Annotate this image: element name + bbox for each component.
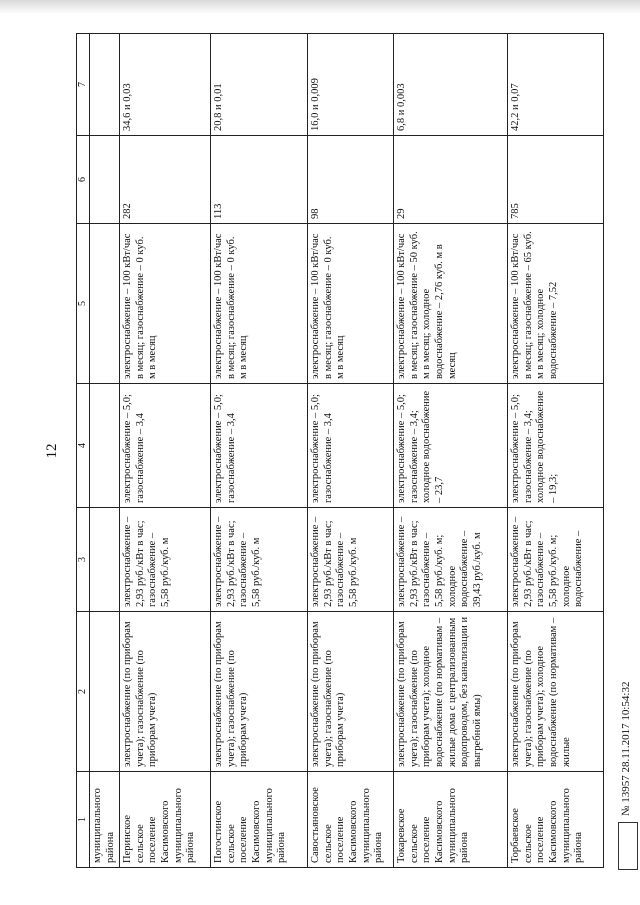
cell-settlement: Перинское сельское поселение Касимовского муниципального района (120, 772, 211, 868)
cell-settlement: Торбаевское сельское поселение Касимовского муниципального района (508, 772, 604, 868)
table-row (508, 34, 604, 868)
cell-growth: электроснабжение – 5,0; газоснабжение – 3,4 (308, 384, 394, 508)
cell-volume: электроснабжение – 100 кВт/час в месяц; газоснабжение – 0 куб. м в месяц (211, 224, 308, 384)
cell-services: электроснабжение (по приборам учета); газоснабжение (по приборам учета); холодное водоснабжение (по нормативам – жилые дома с централизованным водопроводом, без канализации и выгребной ямы) (394, 612, 508, 772)
tariff-table (76, 33, 604, 868)
footer (612, 20, 640, 882)
cell-share: 20,8 и 0,01 (211, 34, 308, 136)
header-col-2: 2 (77, 612, 90, 772)
continuation-cell: муниципального района (90, 772, 120, 868)
scan-edge (0, 0, 640, 14)
rotated-page (40, 20, 632, 882)
doc-registration: № 13957 28.11.2017 10:54:32 (620, 681, 632, 816)
cell-population: 29 (394, 136, 508, 224)
cell-services: электроснабжение (по приборам учета); газоснабжение (по приборам учета); холодное водоснабжение (по нормативам – жилые (508, 612, 604, 772)
registration-stamp (618, 822, 638, 870)
cell-share: 16,0 и 0,009 (308, 34, 394, 136)
header-col-6: 6 (77, 136, 90, 224)
cell-tariff: электроснабжение – 2,93 руб./кВт в час; газоснабжение – 5,58 руб./куб. м (308, 508, 394, 612)
header-col-4: 4 (77, 384, 90, 508)
cell-growth: электроснабжение – 5,0; газоснабжение – 3,4; холодное водоснабжение – 23,7 (394, 384, 508, 508)
cell-services: электроснабжение (по приборам учета); газоснабжение (по приборам учета) (308, 612, 394, 772)
header-row (77, 34, 90, 868)
header-col-1: 1 (77, 772, 90, 868)
table-row (394, 34, 508, 868)
cell-growth: электроснабжение – 5,0; газоснабжение – 3,4; холодное водоснабжение – 19,3; (508, 384, 604, 508)
header-col-3: 3 (77, 508, 90, 612)
continuation-row (90, 34, 120, 868)
cell-settlement: Токаревское сельское поселение Касимовского муниципального района (394, 772, 508, 868)
cell-settlement: Савостьяновское сельское поселение Касимовского муниципального района (308, 772, 394, 868)
cell-tariff: электроснабжение – 2,93 руб./кВт в час; газоснабжение – 5,58 руб./куб. м; холодное водоснабжение – 39,43 руб./куб. м (394, 508, 508, 612)
page-number: 12 (44, 443, 60, 459)
cell-share: 6,8 и 0,003 (394, 34, 508, 136)
cell-share: 42,2 и 0,07 (508, 34, 604, 136)
cell-tariff: электроснабжение – 2,93 руб./кВт в час; газоснабжение – 5,58 руб./куб. м; холодное водоснабжение – (508, 508, 604, 612)
cell-population: 98 (308, 136, 394, 224)
cell-services: электроснабжение (по приборам учета); газоснабжение (по приборам учета) (120, 612, 211, 772)
cell-volume: электроснабжение – 100 кВт/час в месяц; газоснабжение – 0 куб. м в месяц (120, 224, 211, 384)
cell-share: 34,6 и 0,03 (120, 34, 211, 136)
cell-volume: электроснабжение – 100 кВт/час в месяц; газоснабжение – 0 куб. м в месяц (308, 224, 394, 384)
cell-services: электроснабжение (по приборам учета); газоснабжение (по приборам учета) (211, 612, 308, 772)
table-row (120, 34, 211, 868)
cell-growth: электроснабжение – 5,0; газоснабжение – 3,4 (211, 384, 308, 508)
table-row (211, 34, 308, 868)
cell-population: 113 (211, 136, 308, 224)
table-row (308, 34, 394, 868)
cell-population: 785 (508, 136, 604, 224)
cell-volume: электроснабжение – 100 кВт/час в месяц; газоснабжение – 65 куб. м в месяц; холодное водоснабжение – 7,52 (508, 224, 604, 384)
cell-settlement: Погостинское сельское поселение Касимовского муниципального района (211, 772, 308, 868)
header-col-7: 7 (77, 34, 90, 136)
header-col-5: 5 (77, 224, 90, 384)
cell-population: 282 (120, 136, 211, 224)
cell-growth: электроснабжение – 5,0; газоснабжение – 3,4 (120, 384, 211, 508)
cell-volume: электроснабжение – 100 кВт/час в месяц; газоснабжение – 50 куб. м в месяц; холодное водоснабжение – 2,76 куб. м в месяц (394, 224, 508, 384)
cell-tariff: электроснабжение – 2,93 руб./кВт в час; газоснабжение – 5,58 руб./куб. м (211, 508, 308, 612)
cell-tariff: электроснабжение – 2,93 руб./кВт в час; газоснабжение – 5,58 руб./куб. м (120, 508, 211, 612)
